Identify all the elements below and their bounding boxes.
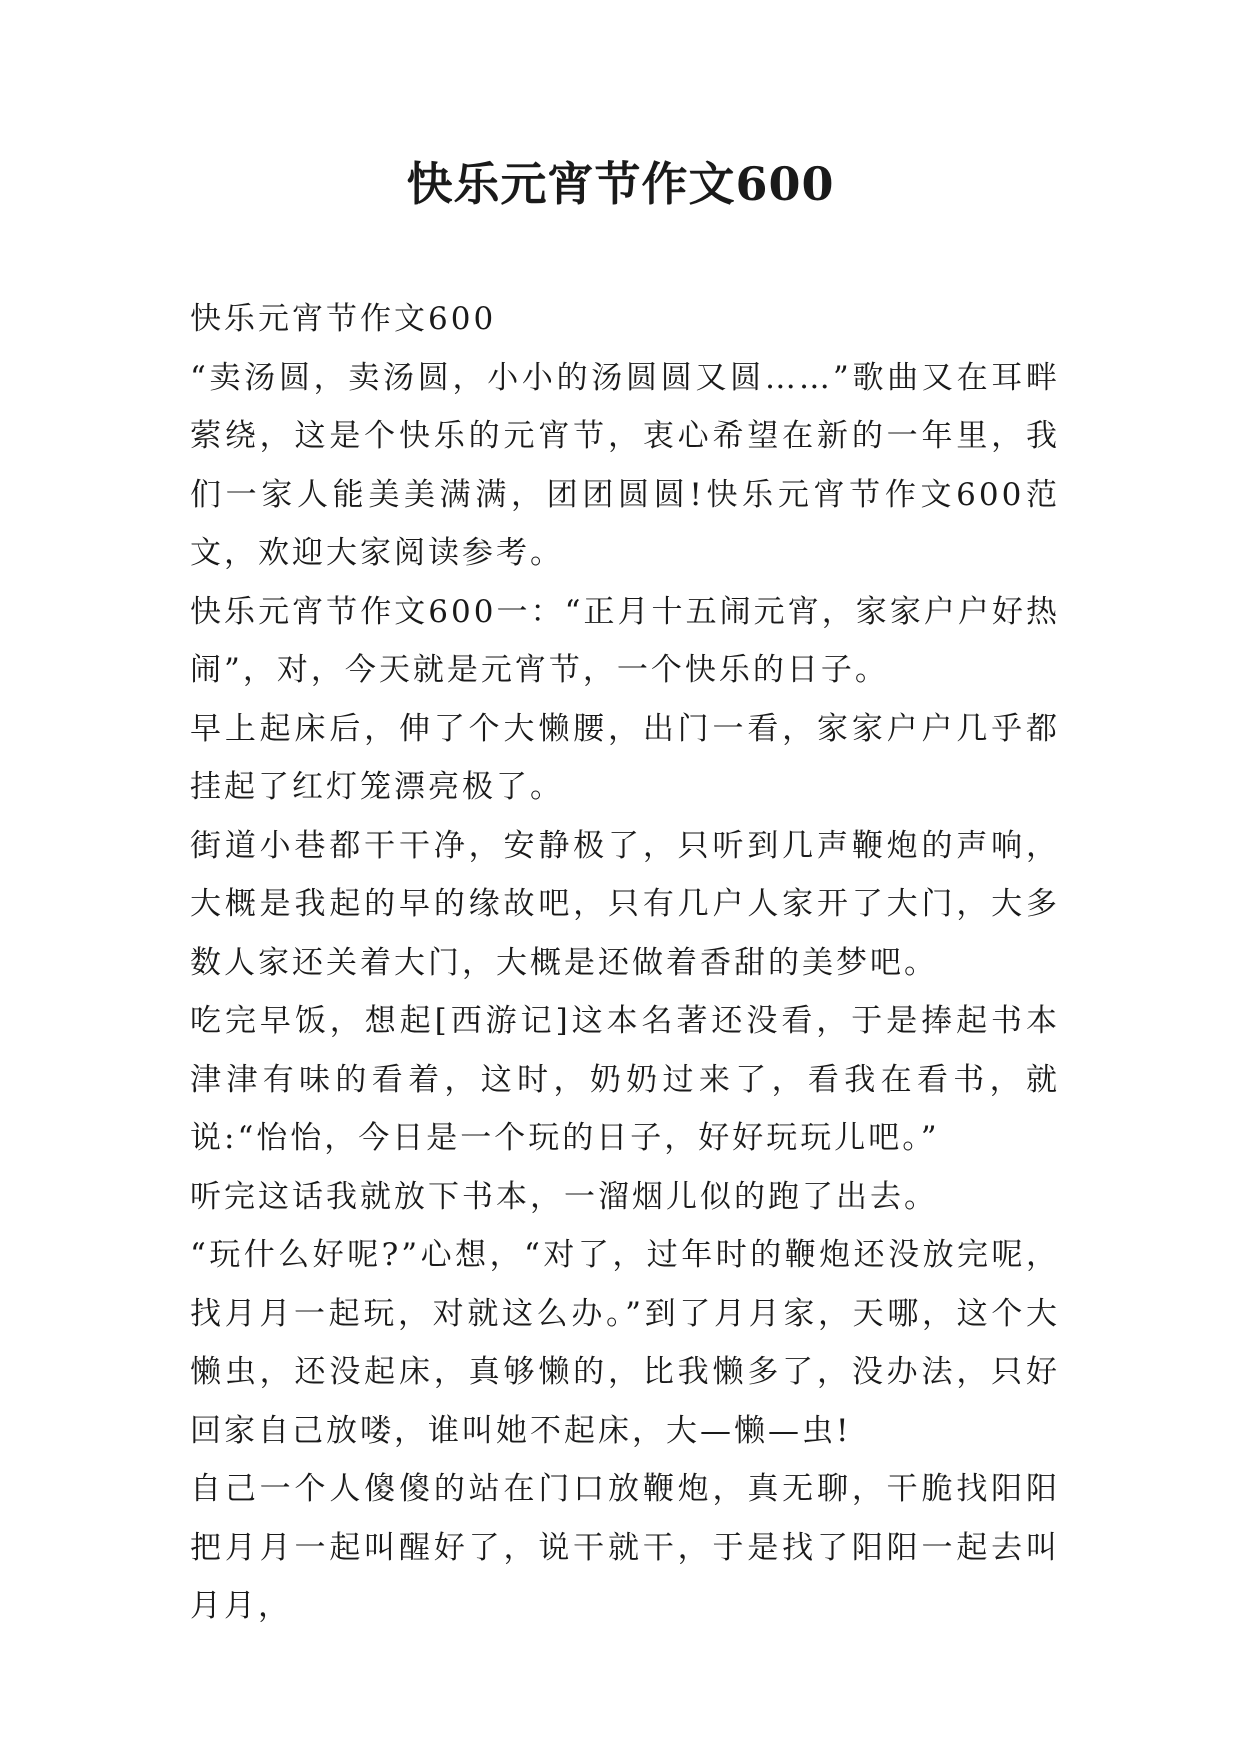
paragraph: 吃完早饭，想起[西游记]这本名著还没看，于是捧起书本津津有味的看着，这时，奶奶过来了，看我在看书，就说:“怡怡，今日是一个玩的日子，好好玩玩儿吧。”	[190, 1003, 1060, 1156]
paragraph: 自己一个人傻傻的站在门口放鞭炮，真无聊，干脆找阳阳把月月一起叫醒好了，说干就干，于是找了阳阳一起去叫月月，	[190, 1471, 1060, 1624]
paragraph: 快乐元宵节作文600一：“正月十五闹元宵，家家户户好热闹”，对，今天就是元宵节，一个快乐的日子。	[190, 593, 1060, 688]
document-body	[190, 290, 1060, 1636]
paragraph: “玩什么好呢?”心想，“对了，过年时的鞭炮还没放完呢，找月月一起玩，对就这么办。”到了月月家，天哪，这个大懒虫，还没起床，真够懒的，比我懒多了，没办法，只好回家自己放喽，谁叫她不起床，大—懒—虫!	[190, 1237, 1060, 1449]
document-title: 快乐元宵节作文600	[406, 157, 835, 211]
paragraph: 听完这话我就放下书本，一溜烟儿似的跑了出去。	[190, 1178, 938, 1215]
paragraph-heading: 快乐元宵节作文600	[190, 301, 497, 337]
paragraph: 早上起床后，伸了个大懒腰，出门一看，家家户户几乎都挂起了红灯笼漂亮极了。	[190, 710, 1060, 805]
paragraph: 街道小巷都干干净，安静极了，只听到几声鞭炮的声响，大概是我起的早的缘故吧，只有几户人家开了大门，大多数人家还关着大门，大概是还做着香甜的美梦吧。	[190, 827, 1060, 981]
paragraph: “卖汤圆，卖汤圆，小小的汤圆圆又圆……”歌曲又在耳畔萦绕，这是个快乐的元宵节，衷心希望在新的一年里，我们一家人能美美满满，团团圆圆!快乐元宵节作文600范文，欢迎大家阅读参考。	[190, 359, 1060, 571]
